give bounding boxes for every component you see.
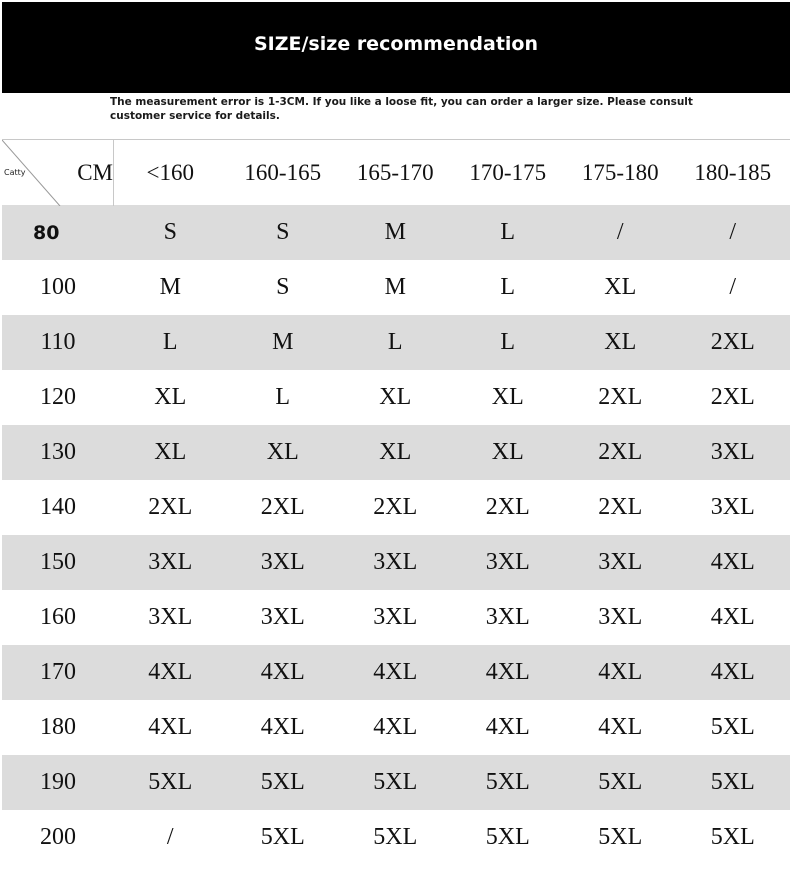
row-weight: 80 — [33, 221, 60, 244]
size-cell: L — [500, 274, 516, 300]
size-cell: 3XL — [148, 549, 193, 575]
size-cell: XL — [604, 274, 637, 300]
table-row — [2, 315, 790, 370]
size-cell: 3XL — [148, 604, 193, 630]
row-weight: 180 — [40, 714, 76, 740]
size-cell: 5XL — [373, 769, 418, 795]
size-cell: XL — [379, 439, 412, 465]
size-cell: 4XL — [710, 549, 755, 575]
size-cell: 3XL — [260, 604, 305, 630]
size-cell: 3XL — [598, 549, 643, 575]
table-row — [2, 480, 790, 535]
size-cell: 4XL — [148, 659, 193, 685]
table-row — [2, 755, 790, 810]
measurement-note: The measurement error is 1-3CM. If you like a loose fit, you can order a larger size. Please consult customer service for details. — [110, 96, 693, 122]
size-cell: 2XL — [598, 384, 643, 410]
size-cell: 2XL — [710, 329, 755, 355]
header-banner — [2, 2, 790, 93]
size-cell: 5XL — [485, 824, 530, 850]
size-cell: / — [729, 274, 737, 300]
row-weight: 120 — [40, 384, 76, 410]
column-header: 170-175 — [469, 159, 547, 185]
size-cell: M — [272, 329, 294, 355]
column-header: 175-180 — [581, 159, 659, 185]
size-cell: 5XL — [598, 769, 643, 795]
table-row — [2, 700, 790, 755]
table-corner-cell — [2, 140, 114, 206]
size-cell: 4XL — [710, 604, 755, 630]
table-header-row — [2, 139, 790, 205]
size-cell: 5XL — [485, 769, 530, 795]
column-header: 180-185 — [694, 159, 772, 185]
size-cell: 4XL — [148, 714, 193, 740]
size-cell: M — [384, 219, 406, 245]
row-weight: 200 — [40, 824, 76, 850]
size-cell: 5XL — [710, 714, 755, 740]
row-weight: 140 — [40, 494, 76, 520]
size-cell: 2XL — [485, 494, 530, 520]
column-header: 165-170 — [356, 159, 434, 185]
table-row — [2, 645, 790, 700]
size-cell: 2XL — [598, 494, 643, 520]
size-cell: 3XL — [373, 549, 418, 575]
size-cell: 4XL — [260, 714, 305, 740]
size-cell: 4XL — [485, 714, 530, 740]
size-cell: XL — [266, 439, 299, 465]
size-cell: L — [500, 329, 516, 355]
column-header: 160-165 — [244, 159, 322, 185]
size-cell: 5XL — [260, 769, 305, 795]
row-weight: 170 — [40, 659, 76, 685]
size-cell: 5XL — [373, 824, 418, 850]
weight-unit-label: Catty — [4, 167, 26, 177]
size-cell: 2XL — [260, 494, 305, 520]
size-cell: 4XL — [598, 714, 643, 740]
size-cell: 2XL — [148, 494, 193, 520]
size-cell: L — [387, 329, 403, 355]
size-cell: 3XL — [485, 549, 530, 575]
size-cell: 5XL — [148, 769, 193, 795]
size-cell: 2XL — [598, 439, 643, 465]
height-unit-label: CM — [77, 159, 113, 185]
size-cell: XL — [154, 439, 187, 465]
size-table — [2, 139, 790, 865]
size-cell: S — [276, 219, 290, 245]
size-cell: 2XL — [710, 384, 755, 410]
column-header: <160 — [146, 159, 194, 185]
size-cell: 2XL — [373, 494, 418, 520]
size-cell: 4XL — [260, 659, 305, 685]
table-row — [2, 370, 790, 425]
row-weight: 190 — [40, 769, 76, 795]
table-row — [2, 535, 790, 590]
size-cell: M — [384, 274, 406, 300]
page-title: SIZE/size recommendation — [253, 33, 538, 55]
size-cell: L — [500, 219, 516, 245]
size-cell: 4XL — [710, 659, 755, 685]
size-cell: XL — [491, 439, 524, 465]
size-cell: L — [275, 384, 291, 410]
size-cell: 3XL — [710, 494, 755, 520]
size-cell: S — [163, 219, 177, 245]
row-weight: 110 — [40, 329, 76, 355]
size-cell: 3XL — [485, 604, 530, 630]
size-cell: XL — [379, 384, 412, 410]
size-cell: 5XL — [710, 769, 755, 795]
size-cell: 4XL — [485, 659, 530, 685]
table-row — [2, 810, 790, 865]
size-cell: / — [166, 824, 174, 850]
size-cell: S — [276, 274, 290, 300]
size-cell: L — [162, 329, 178, 355]
size-cell: / — [729, 219, 737, 245]
size-cell: M — [159, 274, 181, 300]
size-cell: 5XL — [260, 824, 305, 850]
table-row — [2, 590, 790, 645]
size-cell: / — [616, 219, 624, 245]
table-row — [2, 260, 790, 315]
size-cell: 5XL — [710, 824, 755, 850]
size-cell: 4XL — [373, 714, 418, 740]
size-cell: XL — [154, 384, 187, 410]
row-weight: 130 — [40, 439, 76, 465]
size-cell: 3XL — [260, 549, 305, 575]
row-weight: 150 — [40, 549, 76, 575]
table-row — [2, 425, 790, 480]
table-row — [2, 205, 790, 260]
size-cell: XL — [604, 329, 637, 355]
size-cell: XL — [491, 384, 524, 410]
size-cell: 3XL — [598, 604, 643, 630]
row-weight: 160 — [40, 604, 76, 630]
size-cell: 3XL — [710, 439, 755, 465]
size-cell: 4XL — [598, 659, 643, 685]
row-weight: 100 — [40, 274, 76, 300]
size-cell: 4XL — [373, 659, 418, 685]
size-cell: 5XL — [598, 824, 643, 850]
size-cell: 3XL — [373, 604, 418, 630]
